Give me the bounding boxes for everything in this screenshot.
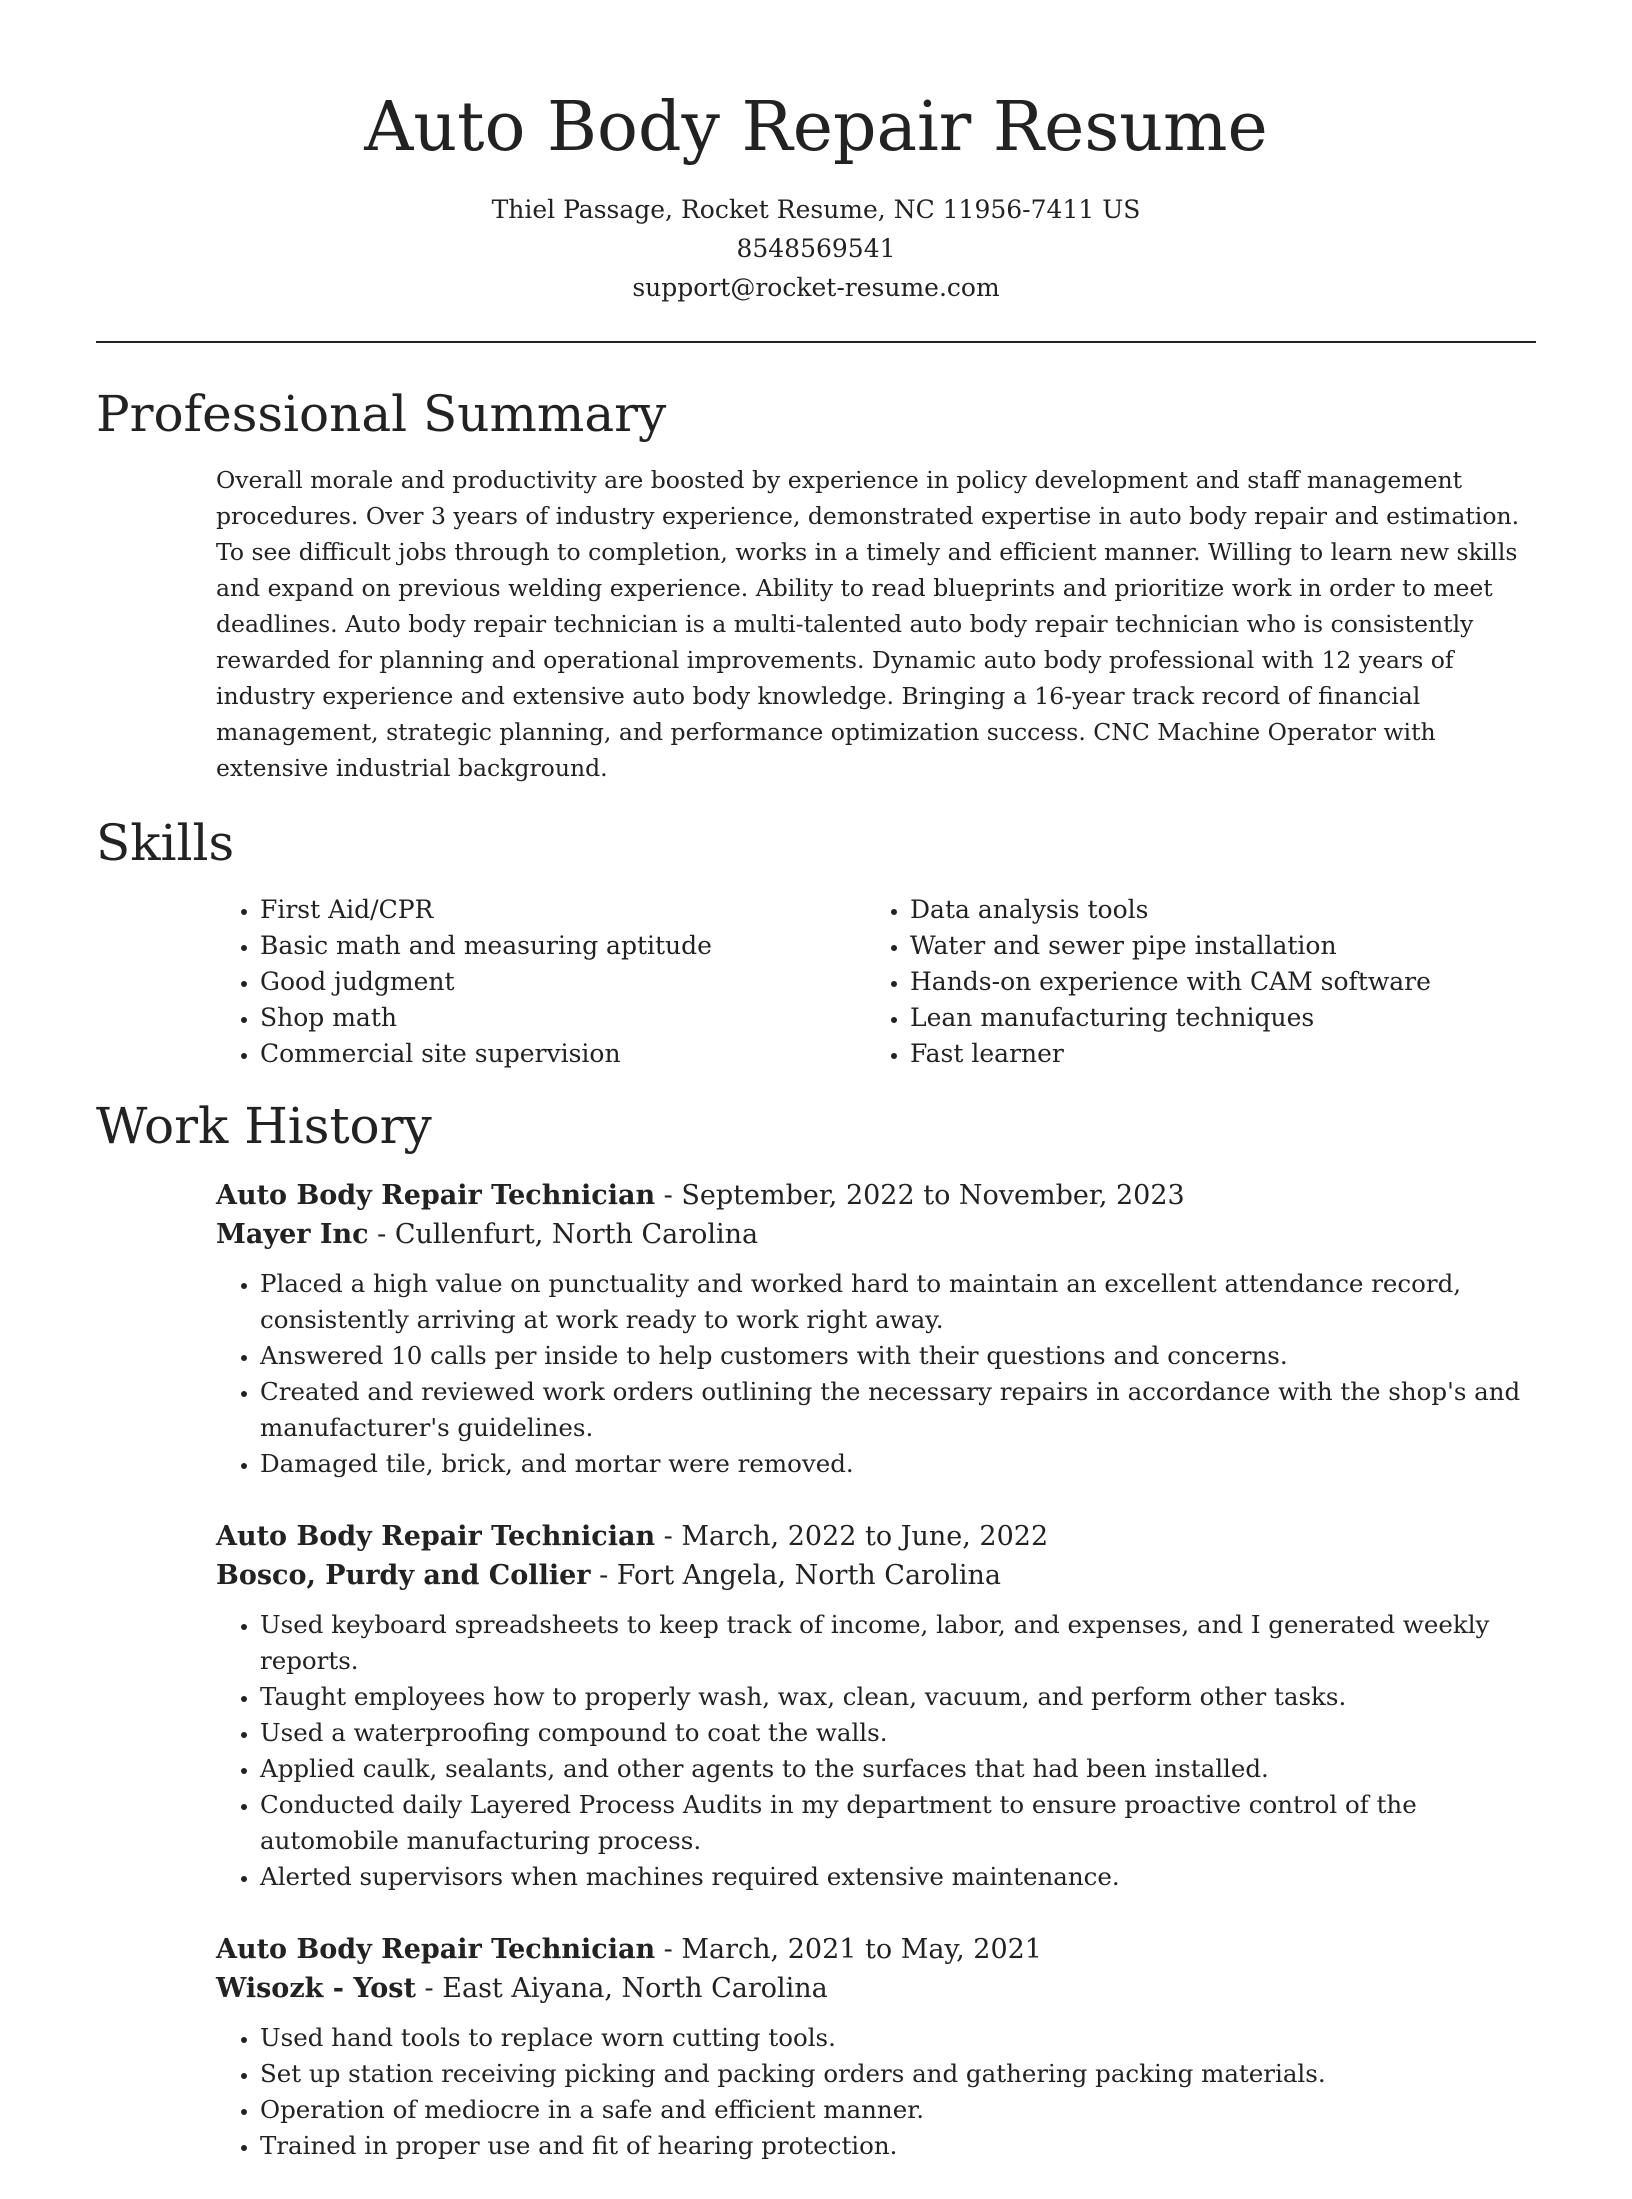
job-duty: • Damaged tile, brick, and mortar were removed. bbox=[260, 1446, 1556, 1482]
skills-column-left bbox=[216, 892, 712, 1072]
job-title-line bbox=[216, 1517, 1556, 1556]
job-company: Mayer Inc bbox=[216, 1219, 369, 1250]
contact-info bbox=[0, 190, 1632, 307]
phone: 8548569541 bbox=[736, 234, 896, 263]
skill-item: • Fast learner bbox=[910, 1036, 1431, 1072]
job-duty: • Used hand tools to replace worn cutting tools. bbox=[260, 2020, 1556, 2056]
job-title: Auto Body Repair Technician bbox=[216, 1934, 656, 1965]
job-title-line bbox=[216, 1176, 1556, 1215]
work-history-list bbox=[216, 1176, 1556, 2199]
job-location: - East Aiyana, North Carolina bbox=[415, 1973, 828, 2004]
job-dates: - March, 2022 to June, 2022 bbox=[655, 1521, 1049, 1552]
summary-text: Overall morale and productivity are boosted by experience in policy development and staff management procedures. Over 3 years of industry experience, demonstrated expertise in auto body repair and estimation. To see difficult jobs through to completion, works in a timely and efficient manner. Willing to learn new skills and expand on previous welding experience. Ability to read blueprints and prioritize work in order to meet deadlines. Auto body repair technician is a multi-talented auto body repair technician who is consistently rewarded for planning and operational improvements. Dynamic auto body professional with 12 years of industry experience and extensive auto body knowledge. Bringing a 16-year track record of financial management, strategic planning, and performance optimization success. CNC Machine Operator with extensive industrial background. bbox=[216, 466, 1520, 782]
job-duty: • Created and reviewed work orders outlining the necessary repairs in accordance with the shop's and manufacturer's guidelines. bbox=[260, 1374, 1556, 1446]
skill-item: • First Aid/CPR bbox=[260, 892, 712, 928]
job-title: Auto Body Repair Technician bbox=[216, 1180, 656, 1211]
email: support@rocket-resume.com bbox=[632, 273, 1000, 302]
skill-item: • Water and sewer pipe installation bbox=[910, 928, 1431, 964]
resume-header bbox=[0, 0, 1632, 307]
header-divider bbox=[96, 341, 1536, 343]
job-title-line bbox=[216, 1930, 1556, 1969]
job-duty: • Applied caulk, sealants, and other agents to the surfaces that had been installed. bbox=[260, 1751, 1556, 1787]
skill-item: • Data analysis tools bbox=[910, 892, 1431, 928]
job-duty: • Operation of mediocre in a safe and efficient manner. bbox=[260, 2092, 1556, 2128]
skill-item: • Hands-on experience with CAM software bbox=[910, 964, 1431, 1000]
job-company: Wisozk - Yost bbox=[216, 1973, 416, 2004]
job-dates: - September, 2022 to November, 2023 bbox=[655, 1180, 1185, 1211]
job-company-line bbox=[216, 1969, 1556, 2008]
job-duty: • Conducted daily Layered Process Audits in my department to ensure proactive control of the automobile manufacturing process. bbox=[260, 1787, 1556, 1859]
job-dates: - March, 2021 to May, 2021 bbox=[655, 1934, 1042, 1965]
skills-heading: Skills bbox=[96, 814, 235, 872]
job-entry bbox=[216, 1176, 1556, 1482]
skill-item: • Shop math bbox=[260, 1000, 712, 1036]
job-duty: • Used keyboard spreadsheets to keep track of income, labor, and expenses, and I generated weekly reports. bbox=[260, 1607, 1556, 1679]
job-company-line bbox=[216, 1215, 1556, 1254]
summary-heading: Professional Summary bbox=[96, 385, 667, 443]
job-duties bbox=[216, 2020, 1556, 2164]
work-history-heading: Work History bbox=[96, 1097, 432, 1155]
job-location: - Cullenfurt, North Carolina bbox=[368, 1219, 759, 1250]
skill-item: • Good judgment bbox=[260, 964, 712, 1000]
job-duty: • Placed a high value on punctuality and worked hard to maintain an excellent attendance record, consistently arriving at work ready to work right away. bbox=[260, 1266, 1556, 1338]
job-duties bbox=[216, 1266, 1556, 1482]
job-duty: • Alerted supervisors when machines required extensive maintenance. bbox=[260, 1859, 1556, 1895]
job-duty: • Used a waterproofing compound to coat the walls. bbox=[260, 1715, 1556, 1751]
job-duty: • Trained in proper use and fit of hearing protection. bbox=[260, 2128, 1556, 2164]
job-company-line bbox=[216, 1556, 1556, 1595]
job-duty: • Set up station receiving picking and packing orders and gathering packing materials. bbox=[260, 2056, 1556, 2092]
job-duty: • Taught employees how to properly wash, wax, clean, vacuum, and perform other tasks. bbox=[260, 1679, 1556, 1715]
resume-title: Auto Body Repair Resume bbox=[364, 88, 1268, 167]
job-entry bbox=[216, 1517, 1556, 1895]
job-location: - Fort Angela, North Carolina bbox=[590, 1560, 1001, 1591]
skills-column-right bbox=[866, 892, 1431, 1072]
job-entry bbox=[216, 1930, 1556, 2164]
skill-item: • Lean manufacturing techniques bbox=[910, 1000, 1431, 1036]
skill-item: • Commercial site supervision bbox=[260, 1036, 712, 1072]
skill-item: • Basic math and measuring aptitude bbox=[260, 928, 712, 964]
job-company: Bosco, Purdy and Collier bbox=[216, 1560, 591, 1591]
job-duty: • Answered 10 calls per inside to help customers with their questions and concerns. bbox=[260, 1338, 1556, 1374]
job-duties bbox=[216, 1607, 1556, 1895]
job-title: Auto Body Repair Technician bbox=[216, 1521, 656, 1552]
address: Thiel Passage, Rocket Resume, NC 11956-7411 US bbox=[491, 195, 1141, 224]
